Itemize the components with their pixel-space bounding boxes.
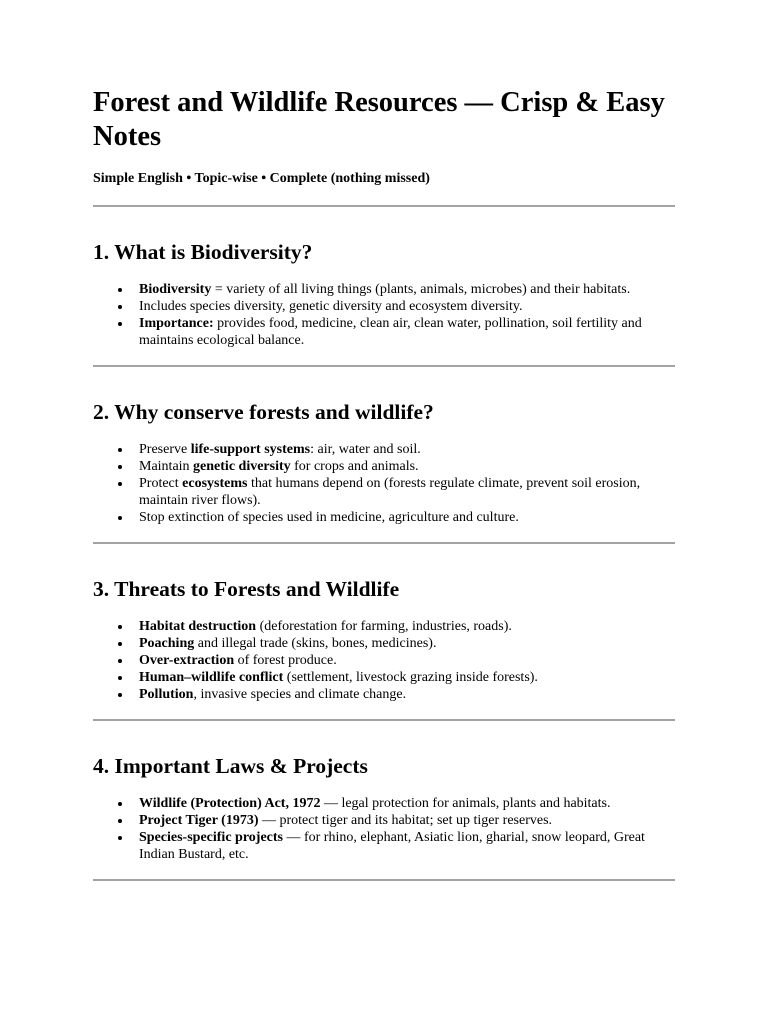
item-text: — for rhino, elephant, Asiatic lion, gharial, snow leopard, Great Indian Bustard, etc. — [139, 830, 645, 862]
section-laws-projects — [93, 753, 675, 881]
list-item — [139, 441, 675, 458]
list-item — [139, 618, 675, 635]
bold-term: Biodiversity — [139, 282, 212, 297]
list-item — [139, 315, 675, 349]
item-text: for crops and animals. — [290, 459, 419, 474]
bullet-list — [93, 281, 675, 349]
bold-term: life-support systems — [190, 442, 311, 457]
item-text: = variety of all living things (plants, animals, microbes) and their habitats. — [211, 282, 631, 297]
section-threats — [93, 576, 675, 721]
bullet-list — [93, 441, 675, 526]
item-text: Preserve — [139, 442, 191, 457]
list-item — [139, 652, 675, 669]
bold-term: Species-specific projects — [139, 830, 283, 845]
item-text: : air, water and soil. — [310, 442, 421, 457]
item-text: , invasive species and climate change. — [193, 687, 407, 702]
document-page — [93, 0, 675, 881]
bold-term: Poaching — [139, 636, 195, 651]
item-text: — legal protection for animals, plants and habitats. — [320, 796, 611, 811]
document-title: Forest and Wildlife Resources — Crisp & Easy Notes — [93, 87, 665, 152]
item-text: Stop extinction of species used in medicine, agriculture and culture. — [139, 510, 519, 525]
section-title: 3. Threats to Forests and Wildlife — [93, 577, 400, 601]
item-text: — protect tiger and its habitat; set up tiger reserves. — [258, 813, 553, 828]
list-item — [139, 669, 675, 686]
divider — [93, 542, 675, 544]
item-text: Includes species diversity, genetic diversity and ecosystem diversity. — [139, 299, 523, 314]
item-text: provides food, medicine, clean air, clean water, pollination, soil fertility and maintains ecological balance. — [139, 316, 642, 348]
bold-term: genetic diversity — [193, 459, 291, 474]
divider — [93, 365, 675, 367]
bold-term: Habitat destruction — [139, 619, 257, 634]
item-text: that humans depend on (forests regulate climate, prevent soil erosion, maintain river flows). — [139, 476, 641, 508]
item-text: (settlement, livestock grazing inside forests). — [283, 670, 538, 685]
bold-term: Human–wildlife conflict — [139, 670, 284, 685]
list-item — [139, 281, 675, 298]
section-why-conserve — [93, 399, 675, 544]
section-title: 2. Why conserve forests and wildlife? — [93, 400, 434, 424]
document-subtitle: Simple English • Topic-wise • Complete (nothing missed) — [93, 171, 430, 186]
divider — [93, 719, 675, 721]
item-text: Maintain — [139, 459, 194, 474]
section-biodiversity — [93, 239, 675, 367]
list-item — [139, 686, 675, 703]
divider — [93, 205, 675, 207]
list-item — [139, 298, 675, 315]
divider — [93, 879, 675, 881]
item-text: and illegal trade (skins, bones, medicines). — [194, 636, 437, 651]
list-item — [139, 635, 675, 652]
list-item — [139, 829, 675, 863]
bold-term: Project Tiger (1973) — [139, 813, 259, 828]
bold-term: Importance: — [139, 316, 214, 331]
section-title: 4. Important Laws & Projects — [93, 754, 368, 778]
list-item — [139, 812, 675, 829]
bold-term: Over-extraction — [139, 653, 235, 668]
bold-term: Pollution — [139, 687, 194, 702]
list-item — [139, 458, 675, 475]
bullet-list — [93, 795, 675, 863]
bold-term: Wildlife (Protection) Act, 1972 — [139, 796, 321, 811]
item-text: Protect — [139, 476, 183, 491]
bullet-list — [93, 618, 675, 703]
item-text: (deforestation for farming, industries, roads). — [256, 619, 512, 634]
section-title: 1. What is Biodiversity? — [93, 240, 313, 264]
list-item — [139, 509, 675, 526]
item-text: of forest produce. — [234, 653, 337, 668]
bold-term: ecosystems — [182, 476, 248, 491]
list-item — [139, 475, 675, 509]
list-item — [139, 795, 675, 812]
